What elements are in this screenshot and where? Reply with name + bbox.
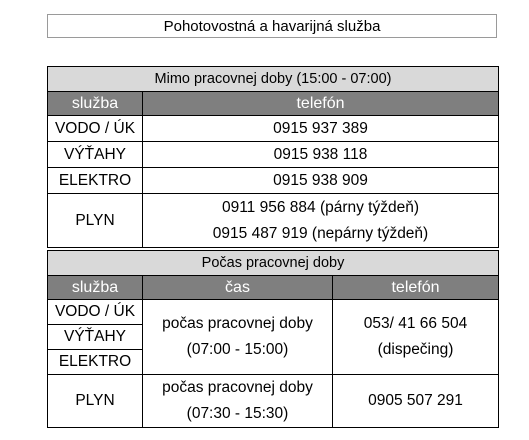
- phone-cell: [333, 300, 499, 375]
- service-cell: VODO / ÚK: [48, 116, 143, 142]
- off-hours-table: [47, 66, 499, 248]
- table-row: [48, 116, 499, 142]
- off-hours-header-row: [48, 92, 499, 116]
- service-cell: VÝŤAHY: [48, 142, 143, 168]
- service-cell: ELEKTRO: [48, 168, 143, 194]
- work-hours-header-row: [48, 276, 499, 300]
- col-header-phone: telefón: [143, 92, 499, 116]
- work-hours-heading-row: [48, 251, 499, 276]
- phone-line: (dispečing): [377, 341, 454, 358]
- phone-line: 053/ 41 66 504: [363, 315, 468, 332]
- phone-cell: 0915 937 389: [143, 116, 499, 142]
- col-header-service: služba: [48, 276, 143, 300]
- off-hours-heading-row: [48, 67, 499, 92]
- time-line: (07:00 - 15:00): [186, 341, 289, 358]
- service-cell: VODO / ÚK: [48, 300, 143, 325]
- time-line: počas pracovnej doby: [162, 315, 313, 332]
- service-cell: PLYN: [48, 194, 143, 248]
- time-cell: [143, 300, 333, 375]
- service-cell: PLYN: [48, 375, 143, 428]
- phone-cell: 0915 938 118: [143, 142, 499, 168]
- time-cell: [143, 375, 333, 428]
- table-row: [48, 300, 499, 325]
- phone-line: 0915 487 919 (nepárny týždeň): [212, 224, 429, 242]
- phone-cell: 0915 938 909: [143, 168, 499, 194]
- col-header-phone: telefón: [333, 276, 499, 300]
- col-header-time: čas: [143, 276, 333, 300]
- service-cell: VÝŤAHY: [48, 325, 143, 350]
- time-line: počas pracovnej doby: [162, 379, 313, 396]
- time-line: (07:30 - 15:30): [186, 405, 289, 422]
- off-hours-heading: Mimo pracovnej doby (15:00 - 07:00): [48, 67, 499, 92]
- table-row: [48, 142, 499, 168]
- col-header-service: služba: [48, 92, 143, 116]
- work-hours-table: [47, 250, 499, 428]
- phone-cell: [143, 194, 499, 248]
- table-row: [48, 375, 499, 428]
- page-title: Pohotovostná a havarijná služba: [47, 14, 497, 38]
- phone-line: 0911 956 884 (párny týždeň): [221, 198, 420, 216]
- table-row: [48, 194, 499, 248]
- table-row: [48, 168, 499, 194]
- service-cell: ELEKTRO: [48, 350, 143, 375]
- work-hours-heading: Počas pracovnej doby: [48, 251, 499, 276]
- phone-cell: 0905 507 291: [333, 375, 499, 428]
